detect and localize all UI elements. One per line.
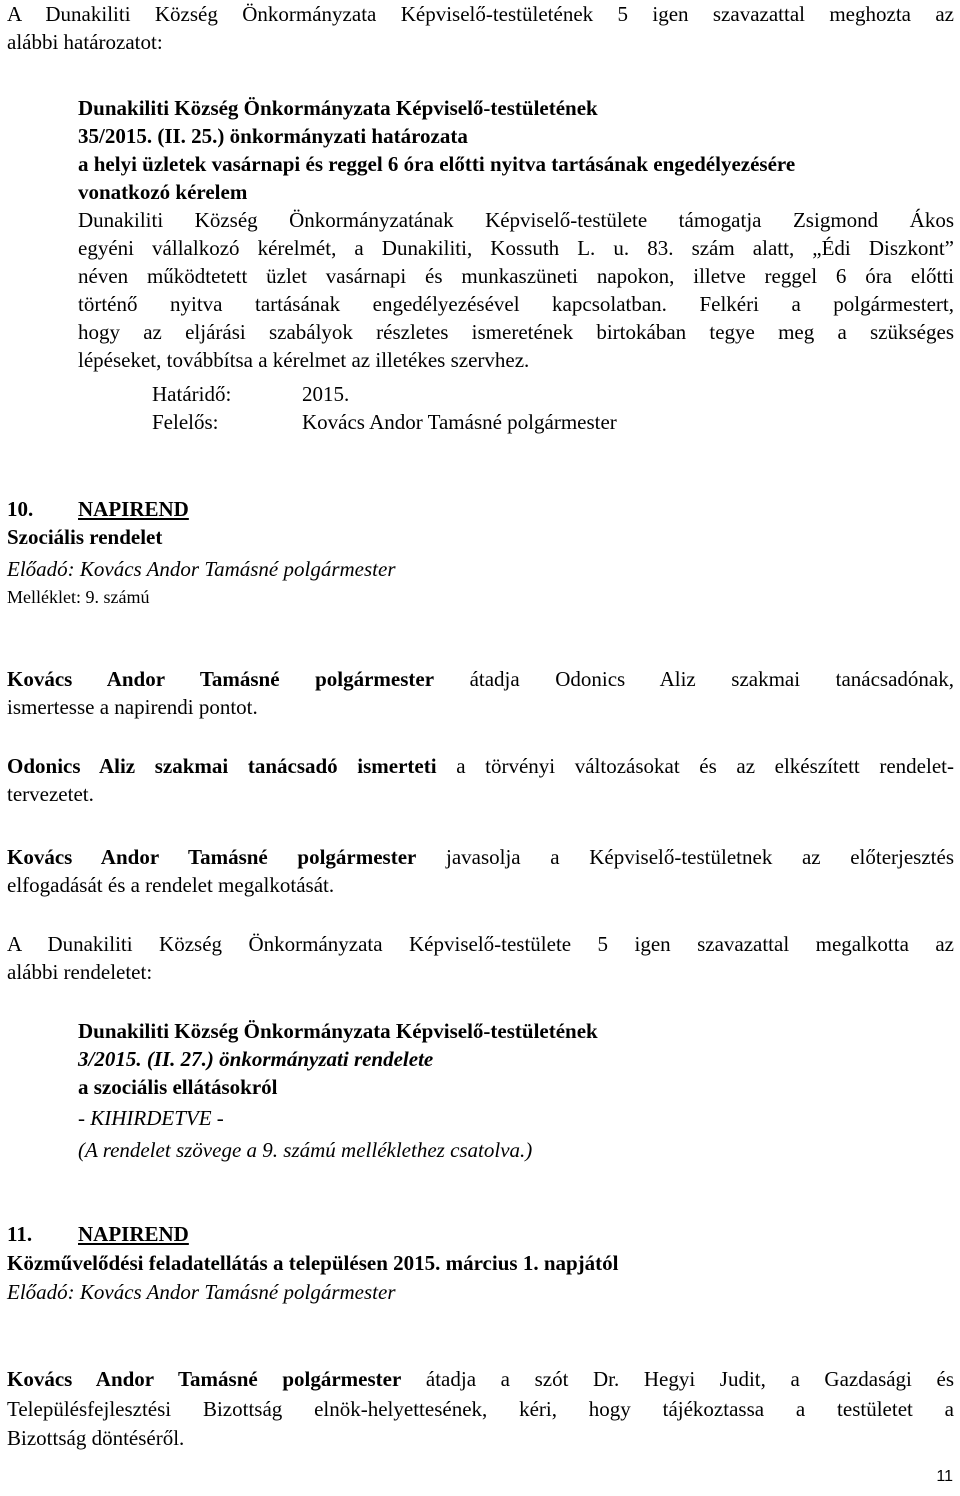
paragraph-line xyxy=(7,665,954,693)
paragraph-line: ismertesse a napirendi pontot. xyxy=(7,695,258,719)
section-10-title: Szociális rendelet xyxy=(7,525,163,549)
section-11-number: 11. xyxy=(7,1222,33,1246)
resolution-body-line: egyéni vállalkozó kérelmét, a Dunakiliti, Kossuth L. u. 83. szám alatt, „Édi Diszkont” xyxy=(78,236,954,260)
deadline-row xyxy=(152,380,349,408)
paragraph-line: elfogadását és a rendelet megalkotását. xyxy=(7,873,335,897)
paragraph-line: alábbi rendeletet: xyxy=(7,960,153,984)
page-number: 11 xyxy=(936,1468,953,1485)
resolution-body-line: hogy az eljárási szabályok részletes ismeretének birtokában tegye meg a szükséges xyxy=(78,320,954,344)
responsible-value: Kovács Andor Tamásné polgármester xyxy=(302,410,617,434)
paragraph-line: Településfejlesztési Bizottság elnök-helyettesének, kéri, hogy tájékoztassa a testületet a xyxy=(7,1397,954,1421)
paragraph-line xyxy=(7,752,954,780)
section-11-heading xyxy=(7,1220,189,1248)
section-11-label: NAPIREND xyxy=(78,1222,189,1246)
paragraph-text: átadja a szót Dr. Hegyi Judit, a Gazdasági és xyxy=(425,1367,954,1391)
paragraph-text: javasolja a Képviselő-testületnek az előterjesztés xyxy=(445,845,954,869)
intro-line-2: alábbi határozatot: xyxy=(7,30,163,54)
speaker-name: Kovács Andor Tamásné polgármester xyxy=(7,1367,402,1391)
decree-title-1: Dunakiliti Község Önkormányzata Képviselő-testületének xyxy=(78,1019,598,1043)
deadline-label: Határidő: xyxy=(152,382,232,406)
resolution-body-line: néven működtetett üzlet vasárnapi és munkaszüneti napokon, illetve reggel 6 óra előtti xyxy=(78,264,954,288)
section-11-presenter: Előadó: Kovács Andor Tamásné polgármester xyxy=(7,1280,396,1304)
section-10-number: 10. xyxy=(7,497,34,521)
paragraph-line xyxy=(7,1365,954,1393)
paragraph-text: átadja Odonics Aliz szakmai tanácsadónak, xyxy=(469,667,954,691)
paragraph-line: A Dunakiliti Község Önkormányzata Képviselő-testülete 5 igen szavazattal megalkotta az xyxy=(7,932,954,956)
decree-note: (A rendelet szövege a 9. számú melléklethez csatolva.) xyxy=(78,1138,533,1162)
section-10-presenter: Előadó: Kovács Andor Tamásné polgármester xyxy=(7,557,396,581)
resolution-body-line: történő nyitva tartásának engedélyezésével kapcsolatban. Felkéri a polgármestert, xyxy=(78,292,954,316)
decree-title-2: 3/2015. (II. 27.) önkormányzati rendelete xyxy=(78,1047,434,1071)
section-11-title: Közművelődési feladatellátás a településen 2015. március 1. napjától xyxy=(7,1251,619,1275)
resolution-body-line: lépéseket, továbbítsa a kérelmet az illetékes szervhez. xyxy=(78,348,530,372)
resolution-subject-2: vonatkozó kérelem xyxy=(78,180,248,204)
paragraph-line xyxy=(7,843,954,871)
section-10-attachment: Melléklet: 9. számú xyxy=(7,587,150,607)
resolution-subject-1: a helyi üzletek vasárnapi és reggel 6 óra előtti nyitva tartásának engedélyezésére xyxy=(78,152,796,176)
resolution-title-2: 35/2015. (II. 25.) önkormányzati határozata xyxy=(78,124,468,148)
decree-subject: a szociális ellátásokról xyxy=(78,1075,278,1099)
speaker-name: Kovács Andor Tamásné polgármester xyxy=(7,667,435,691)
speaker-name: Kovács Andor Tamásné polgármester xyxy=(7,845,417,869)
speaker-name: Odonics Aliz szakmai tanácsadó ismerteti xyxy=(7,754,437,778)
responsible-label: Felelős: xyxy=(152,410,219,434)
decree-status: - KIHIRDETVE - xyxy=(78,1106,224,1130)
deadline-value: 2015. xyxy=(302,382,350,406)
section-10-label: NAPIREND xyxy=(78,497,189,521)
resolution-body-line: Dunakiliti Község Önkormányzatának Képviselő-testülete támogatja Zsigmond Ákos xyxy=(78,208,954,232)
responsible-row xyxy=(152,408,617,436)
section-10-heading xyxy=(7,495,189,523)
intro-line-1: A Dunakiliti Község Önkormányzata Képviselő-testületének 5 igen szavazattal meghozta az xyxy=(7,2,954,26)
paragraph-line: tervezetet. xyxy=(7,782,94,806)
paragraph-text: a törvényi változásokat és az elkészített rendelet- xyxy=(456,754,954,778)
paragraph-line: Bizottság döntéséről. xyxy=(7,1426,185,1450)
resolution-title-1: Dunakiliti Község Önkormányzata Képviselő-testületének xyxy=(78,96,598,120)
